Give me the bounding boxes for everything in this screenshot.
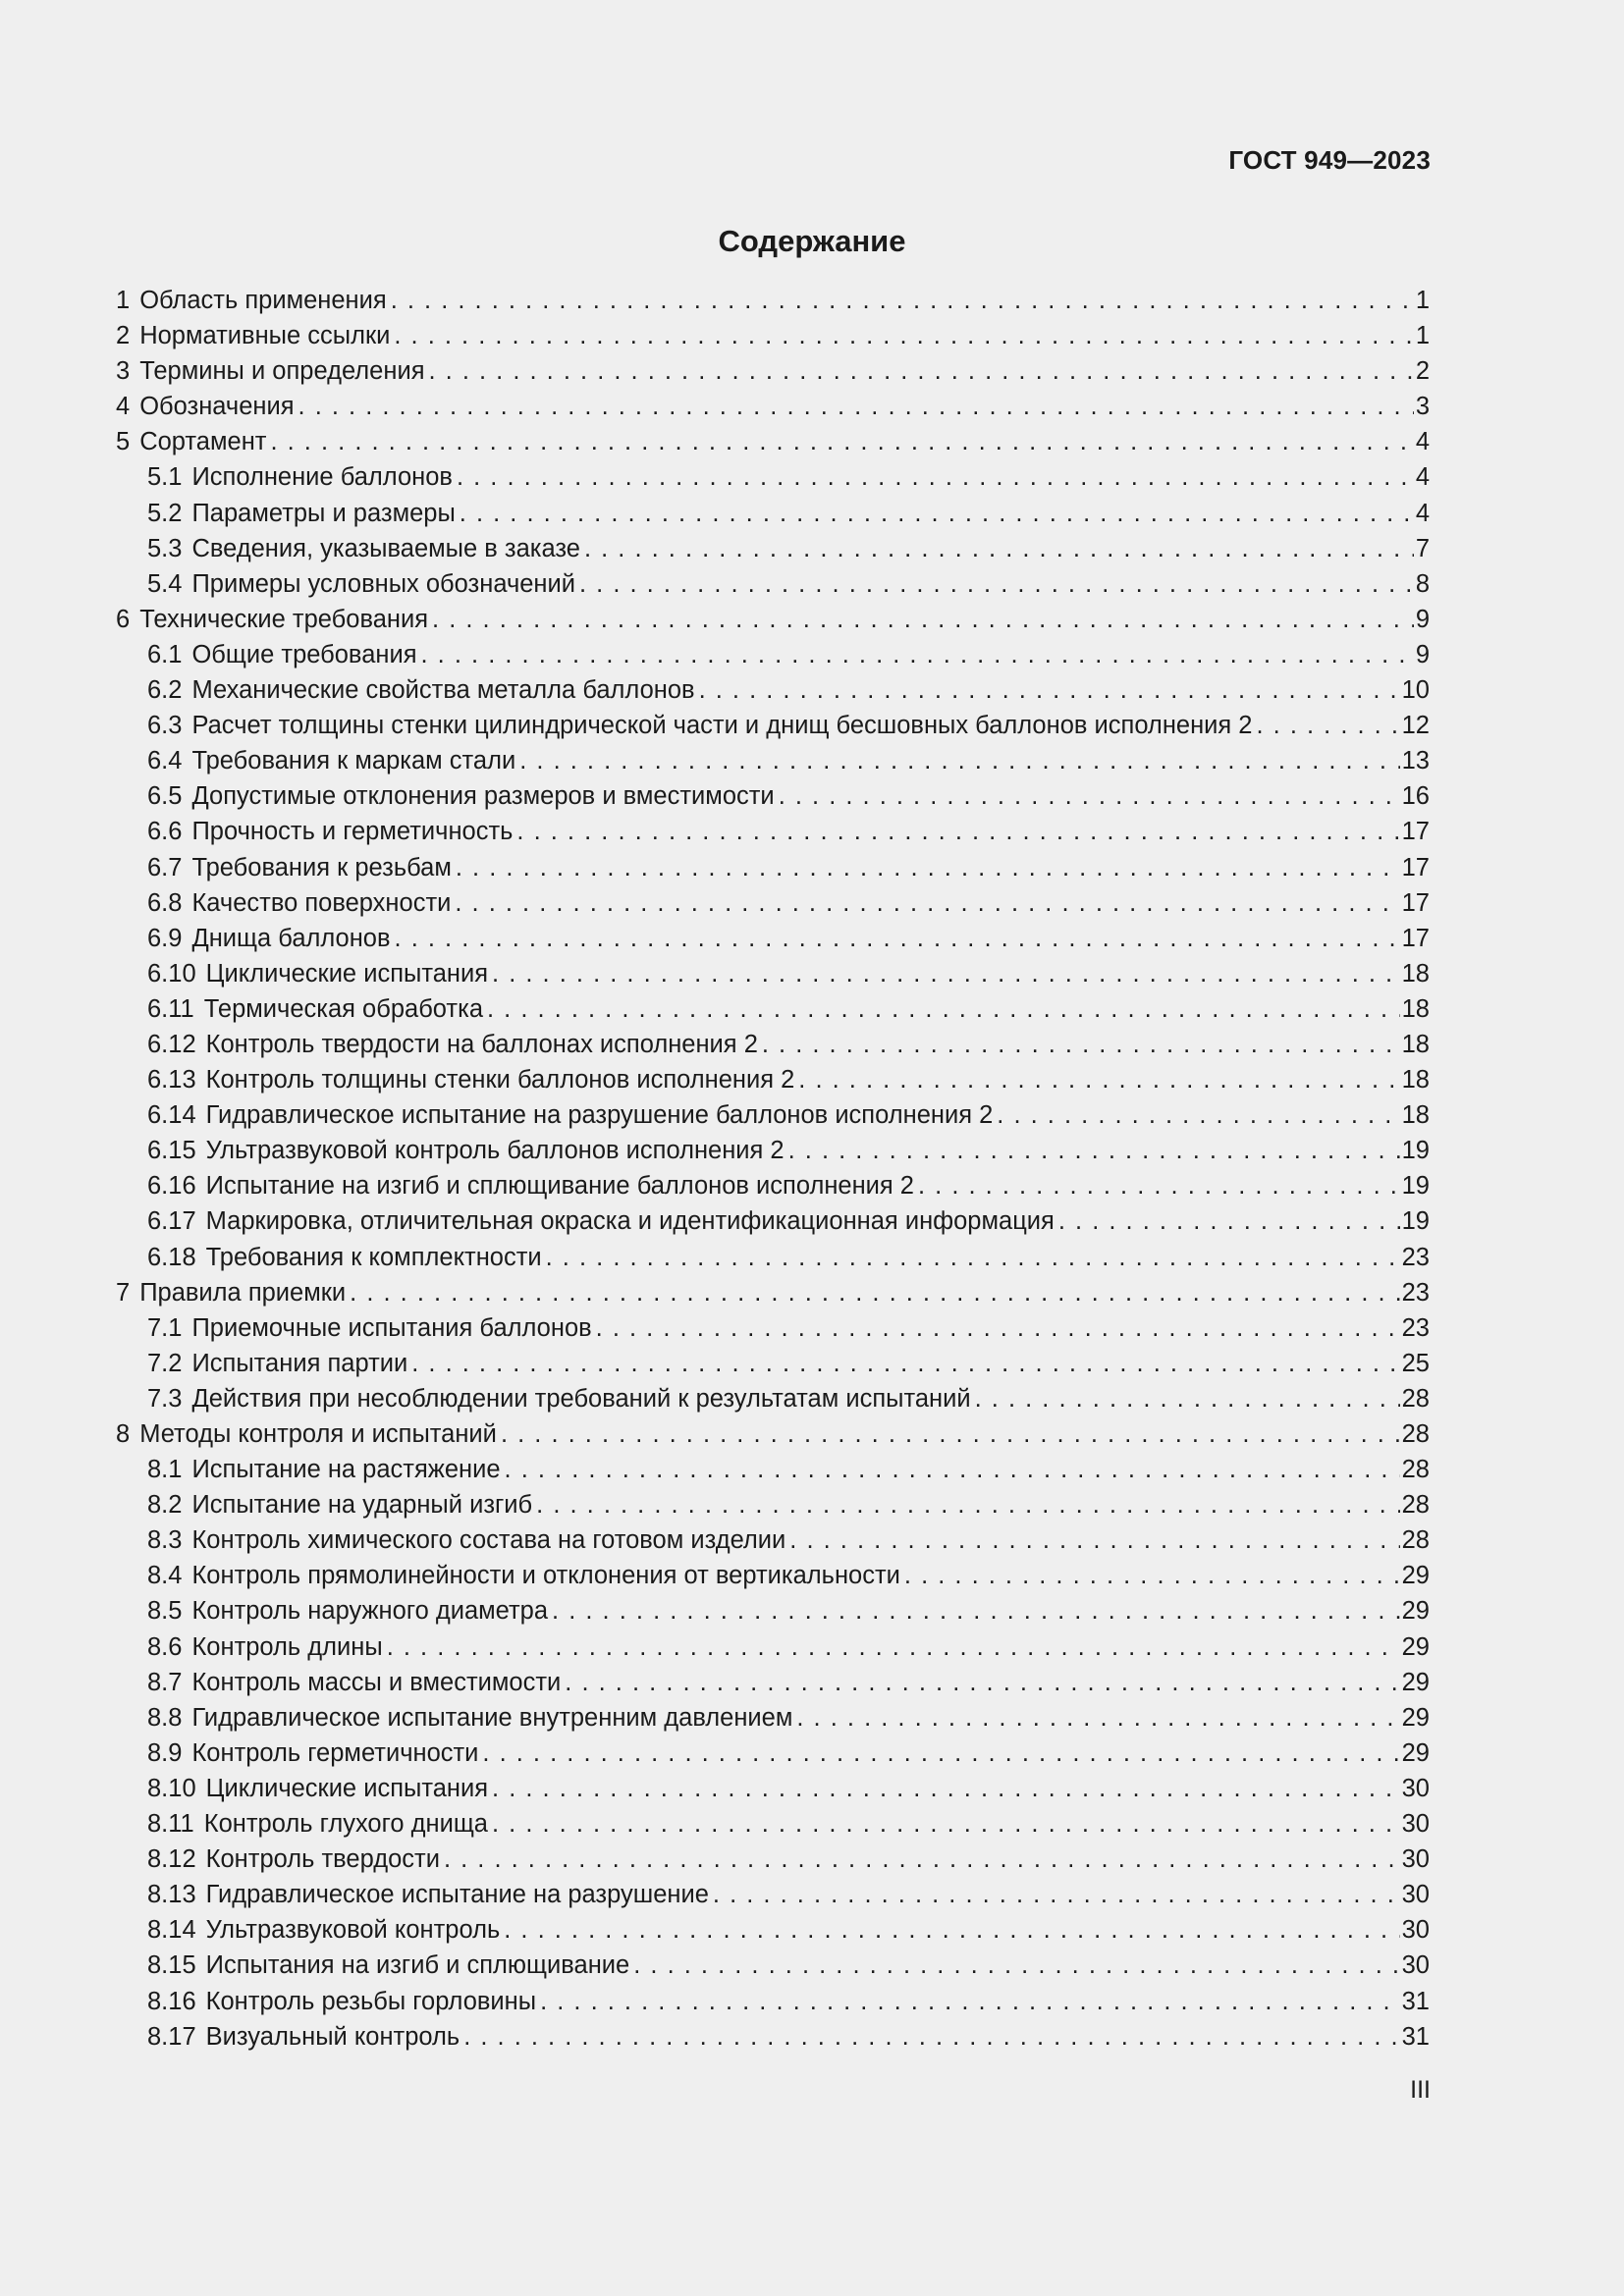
- toc-entry-page: 7: [1415, 534, 1430, 562]
- toc-dot-leader: [592, 1314, 1400, 1343]
- toc-entry-page: 19: [1401, 1137, 1430, 1165]
- toc-entry-title: Допустимые отклонения размеров и вместимости: [191, 782, 775, 811]
- toc-entry-number: 8.6: [147, 1632, 183, 1661]
- toc-entry-number: 8.8: [147, 1703, 183, 1732]
- toc-entry-page: 9: [1415, 605, 1430, 633]
- toc-entry[interactable]: [116, 1988, 1430, 2023]
- toc-dot-leader: [785, 1137, 1400, 1165]
- toc-entry-number: 6.9: [147, 924, 183, 952]
- toc-entry-page: 4: [1415, 463, 1430, 492]
- toc-entry-number: 6.15: [147, 1137, 196, 1165]
- toc-dot-leader: [440, 1845, 1400, 1874]
- toc-dot-leader: [460, 2023, 1399, 2052]
- toc-entry-page: 2: [1415, 357, 1430, 386]
- toc-entry-number: 8.10: [147, 1774, 196, 1802]
- toc-dot-leader: [417, 641, 1414, 669]
- toc-entry-title: Обозначения: [139, 393, 295, 421]
- toc-dot-leader: [383, 1633, 1400, 1662]
- toc-entry-page: 31: [1401, 2022, 1430, 2051]
- toc-entry[interactable]: [116, 322, 1430, 357]
- toc-entry-number: 6.10: [147, 959, 196, 988]
- toc-entry[interactable]: [116, 1951, 1430, 1987]
- toc-entry-title: Испытания партии: [191, 1349, 408, 1377]
- toc-entry[interactable]: [116, 1526, 1430, 1562]
- toc-entry-number: 6.14: [147, 1101, 196, 1130]
- toc-dot-leader: [346, 1279, 1399, 1308]
- toc-entry-number: 8.2: [147, 1491, 183, 1520]
- toc-entry-title: Качество поверхности: [191, 888, 452, 917]
- toc-entry-page: 28: [1401, 1526, 1430, 1555]
- toc-entry-title: Контроль резьбы горловины: [205, 1987, 537, 2015]
- toc-entry-number: 4: [116, 393, 131, 421]
- toc-entry-number: 6.6: [147, 818, 183, 846]
- toc-entry-page: 3: [1415, 393, 1430, 421]
- toc-dot-leader: [425, 357, 1414, 386]
- toc-dot-leader: [1252, 712, 1399, 740]
- toc-entry-page: 18: [1401, 994, 1430, 1023]
- toc-entry-page: 18: [1401, 1066, 1430, 1095]
- toc-entry-page: 28: [1401, 1420, 1430, 1448]
- toc-dot-leader: [536, 1988, 1400, 2016]
- toc-dot-leader: [497, 1420, 1400, 1449]
- toc-entry-title: Гидравлическое испытание на разрушение: [205, 1881, 709, 1909]
- toc-entry-title: Визуальный контроль: [205, 2022, 460, 2051]
- toc-entry-title: Механические свойства металла баллонов: [191, 676, 695, 705]
- toc-entry-page: 8: [1415, 569, 1430, 598]
- toc-entry-title: Сортамент: [139, 428, 267, 456]
- toc-entry[interactable]: [116, 747, 1430, 782]
- toc-entry-page: 28: [1401, 1384, 1430, 1413]
- toc-dot-leader: [478, 1739, 1399, 1768]
- toc-entry-page: 29: [1401, 1703, 1430, 1732]
- toc-entry-page: 29: [1401, 1562, 1430, 1590]
- toc-entry-page: 29: [1401, 1632, 1430, 1661]
- toc-entry[interactable]: [116, 463, 1430, 499]
- toc-dot-leader: [391, 925, 1400, 953]
- toc-entry-title: Циклические испытания: [205, 1774, 489, 1802]
- toc-entry-page: 28: [1401, 1456, 1430, 1484]
- toc-entry-number: 8.5: [147, 1597, 183, 1626]
- toc-dot-leader: [914, 1172, 1400, 1201]
- toc-entry-page: 30: [1401, 1845, 1430, 1874]
- toc-dot-leader: [561, 1669, 1399, 1697]
- toc-entry-title: Термическая обработка: [203, 994, 483, 1023]
- toc-dot-leader: [488, 960, 1400, 988]
- toc-dot-leader: [266, 428, 1413, 456]
- toc-entry-number: 8.14: [147, 1916, 196, 1945]
- toc-entry-title: Методы контроля и испытаний: [139, 1420, 497, 1448]
- toc-entry[interactable]: [116, 357, 1430, 393]
- toc-dot-leader: [483, 995, 1400, 1024]
- toc-entry[interactable]: [116, 1420, 1430, 1456]
- toc-entry[interactable]: [116, 1137, 1430, 1172]
- toc-dot-leader: [993, 1101, 1399, 1130]
- toc-entry[interactable]: [116, 1845, 1430, 1881]
- toc-entry-title: Сведения, указываемые в заказе: [191, 534, 580, 562]
- toc-entry-number: 6.5: [147, 782, 183, 811]
- toc-entry[interactable]: [116, 641, 1430, 676]
- toc-dot-leader: [709, 1881, 1400, 1909]
- toc-entry-title: Требования к резьбам: [191, 853, 452, 881]
- toc-entry-page: 30: [1401, 1774, 1430, 1802]
- toc-entry-page: 30: [1401, 1916, 1430, 1945]
- toc-entry-page: 30: [1401, 1951, 1430, 1980]
- toc-entry-page: 25: [1401, 1349, 1430, 1377]
- toc-entry-number: 8.9: [147, 1738, 183, 1767]
- toc-dot-leader: [500, 1916, 1399, 1945]
- toc-entry-page: 17: [1401, 888, 1430, 917]
- toc-entry[interactable]: [116, 1207, 1430, 1243]
- toc-entry-page: 17: [1401, 924, 1430, 952]
- toc-entry-page: 1: [1415, 322, 1430, 350]
- toc-entry-number: 6.1: [147, 640, 183, 668]
- toc-entry[interactable]: [116, 2023, 1430, 2058]
- toc-dot-leader: [295, 393, 1414, 421]
- toc-entry[interactable]: [116, 1810, 1430, 1845]
- toc-dot-leader: [775, 782, 1400, 811]
- toc-entry-title: Циклические испытания: [205, 959, 489, 988]
- toc-entry-page: 4: [1415, 499, 1430, 527]
- toc-dot-leader: [758, 1031, 1400, 1059]
- toc-dot-leader: [488, 1775, 1400, 1803]
- toc-entry-page: 19: [1401, 1172, 1430, 1201]
- toc-entry-page: 29: [1401, 1668, 1430, 1696]
- toc-entry[interactable]: [116, 1669, 1430, 1704]
- toc-entry-number: 5.2: [147, 499, 183, 527]
- toc-entry-number: 5: [116, 428, 131, 456]
- toc-entry-number: 6.8: [147, 888, 183, 917]
- toc-entry-number: 7.3: [147, 1384, 183, 1413]
- toc-entry-page: 10: [1401, 676, 1430, 705]
- toc-entry-number: 6.11: [147, 994, 194, 1023]
- toc-entry-number: 3: [116, 357, 131, 386]
- toc-entry-title: Прочность и герметичность: [191, 818, 514, 846]
- toc-entry[interactable]: [116, 1597, 1430, 1632]
- toc-dot-leader: [451, 889, 1399, 918]
- toc-entry-title: Термины и определения: [139, 357, 425, 386]
- toc-dot-leader: [452, 854, 1400, 882]
- toc-dot-leader: [453, 463, 1414, 492]
- toc-dot-leader: [513, 818, 1399, 846]
- toc-entry-title: Гидравлическое испытание на разрушение баллонов исполнения 2: [205, 1101, 994, 1130]
- toc-entry-page: 18: [1401, 959, 1430, 988]
- toc-dot-leader: [532, 1491, 1399, 1520]
- toc-dot-leader: [390, 322, 1413, 350]
- toc-entry-title: Контроль наружного диаметра: [191, 1597, 549, 1626]
- toc-entry[interactable]: [116, 1279, 1430, 1314]
- toc-entry-page: 4: [1415, 428, 1430, 456]
- toc-entry-number: 6.17: [147, 1207, 196, 1236]
- toc-dot-leader: [548, 1597, 1400, 1626]
- toc-entry-number: 8.3: [147, 1526, 183, 1555]
- toc-entry[interactable]: [116, 287, 1430, 322]
- toc-dot-leader: [794, 1066, 1399, 1095]
- toc-dot-leader: [515, 747, 1399, 775]
- toc-dot-leader: [629, 1951, 1399, 1980]
- toc-entry-page: 23: [1401, 1243, 1430, 1271]
- toc-entry-title: Испытание на ударный изгиб: [191, 1491, 533, 1520]
- toc-entry-title: Контроль длины: [191, 1632, 383, 1661]
- toc-entry[interactable]: [116, 1031, 1430, 1066]
- toc-entry[interactable]: [116, 1456, 1430, 1491]
- table-of-contents: [116, 287, 1430, 2058]
- toc-entry[interactable]: [116, 1739, 1430, 1775]
- toc-entry-title: Параметры и размеры: [191, 499, 456, 527]
- toc-dot-leader: [900, 1562, 1400, 1590]
- toc-entry-page: 13: [1401, 747, 1430, 775]
- toc-entry-page: 29: [1401, 1738, 1430, 1767]
- toc-entry[interactable]: [116, 1775, 1430, 1810]
- toc-dot-leader: [501, 1456, 1400, 1484]
- toc-entry-title: Контроль массы и вместимости: [191, 1668, 562, 1696]
- toc-entry[interactable]: [116, 960, 1430, 995]
- toc-entry-title: Ультразвуковой контроль: [205, 1916, 501, 1945]
- toc-entry-title: Расчет толщины стенки цилиндрической части и днищ бесшовных баллонов исполнения 2: [191, 712, 1253, 740]
- toc-entry-number: 6.18: [147, 1243, 196, 1271]
- toc-entry[interactable]: [116, 1881, 1430, 1916]
- toc-dot-leader: [580, 535, 1414, 563]
- toc-entry-number: 6: [116, 605, 131, 633]
- toc-entry[interactable]: [116, 1633, 1430, 1669]
- toc-entry[interactable]: [116, 889, 1430, 925]
- toc-entry-number: 8.16: [147, 1987, 196, 2015]
- toc-entry-title: Испытание на растяжение: [191, 1456, 501, 1484]
- toc-entry-number: 8.11: [147, 1810, 194, 1839]
- toc-entry-title: Испытания на изгиб и сплющивание: [205, 1951, 630, 1980]
- toc-entry-page: 12: [1401, 712, 1430, 740]
- toc-entry-number: 8.15: [147, 1951, 196, 1980]
- toc-entry-title: Контроль глухого днища: [203, 1810, 488, 1839]
- toc-entry-title: Контроль твердости на баллонах исполнения 2: [205, 1030, 758, 1058]
- toc-entry-title: Правила приемки: [139, 1278, 347, 1307]
- toc-entry-page: 18: [1401, 1030, 1430, 1058]
- toc-entry-number: 1: [116, 287, 131, 314]
- toc-entry[interactable]: [116, 535, 1430, 570]
- toc-entry-page: 29: [1401, 1597, 1430, 1626]
- toc-entry-title: Технические требования: [139, 605, 429, 633]
- toc-dot-leader: [575, 570, 1414, 599]
- toc-entry-page: 1: [1415, 287, 1430, 314]
- toc-dot-leader: [785, 1526, 1399, 1555]
- toc-dot-leader: [971, 1385, 1400, 1414]
- toc-entry-number: 8.13: [147, 1881, 196, 1909]
- document-code: ГОСТ 949—2023: [1228, 145, 1431, 175]
- toc-entry-number: 8.4: [147, 1562, 183, 1590]
- toc-entry-title: Контроль твердости: [205, 1845, 440, 1874]
- toc-entry-page: 9: [1415, 640, 1430, 668]
- toc-title: Содержание: [718, 224, 906, 258]
- toc-dot-leader: [456, 500, 1414, 528]
- toc-entry-title: Ультразвуковой контроль баллонов исполнения 2: [205, 1137, 785, 1165]
- toc-entry[interactable]: [116, 393, 1430, 428]
- toc-entry-number: 5.1: [147, 463, 183, 492]
- toc-entry-page: 16: [1401, 782, 1430, 811]
- toc-entry-number: 6.7: [147, 853, 183, 881]
- toc-entry-title: Испытание на изгиб и сплющивание баллонов исполнения 2: [205, 1172, 914, 1201]
- toc-entry-title: Контроль толщины стенки баллонов исполнения 2: [205, 1066, 795, 1095]
- toc-entry-page: 30: [1401, 1810, 1430, 1839]
- toc-dot-leader: [387, 287, 1414, 315]
- toc-entry-page: 30: [1401, 1881, 1430, 1909]
- toc-entry-page: 28: [1401, 1491, 1430, 1520]
- toc-entry-number: 6.12: [147, 1030, 196, 1058]
- toc-entry-title: Действия при несоблюдении требований к результатам испытаний: [191, 1384, 971, 1413]
- toc-entry-number: 6.13: [147, 1066, 196, 1095]
- toc-entry-number: 6.16: [147, 1172, 196, 1201]
- toc-entry-title: Контроль химического состава на готовом изделии: [191, 1526, 786, 1555]
- toc-entry-number: 7.1: [147, 1313, 183, 1342]
- toc-entry-number: 7: [116, 1278, 131, 1307]
- toc-entry-title: Днища баллонов: [191, 924, 391, 952]
- toc-entry-title: Примеры условных обозначений: [191, 569, 575, 598]
- toc-entry[interactable]: [116, 500, 1430, 535]
- toc-entry[interactable]: [116, 1314, 1430, 1350]
- toc-entry[interactable]: [116, 1562, 1430, 1597]
- toc-entry-number: 6.4: [147, 747, 183, 775]
- toc-entry[interactable]: [116, 428, 1430, 463]
- toc-entry-page: 19: [1401, 1207, 1430, 1236]
- toc-dot-leader: [428, 606, 1414, 634]
- toc-entry[interactable]: [116, 1916, 1430, 1951]
- toc-entry[interactable]: [116, 1066, 1430, 1101]
- page-number: III: [1410, 2076, 1431, 2104]
- toc-dot-leader: [792, 1704, 1399, 1733]
- toc-dot-leader: [695, 676, 1400, 705]
- toc-entry-number: 8.1: [147, 1456, 183, 1484]
- toc-entry-page: 23: [1401, 1313, 1430, 1342]
- toc-entry-number: 8.12: [147, 1845, 196, 1874]
- toc-entry[interactable]: [116, 782, 1430, 818]
- toc-entry-title: Приемочные испытания баллонов: [191, 1313, 592, 1342]
- toc-entry-page: 31: [1401, 1987, 1430, 2015]
- toc-entry[interactable]: [116, 1350, 1430, 1385]
- toc-entry[interactable]: [116, 1172, 1430, 1207]
- toc-entry-number: 5.3: [147, 534, 183, 562]
- toc-entry-number: 6.2: [147, 676, 183, 705]
- toc-entry-number: 8.7: [147, 1668, 183, 1696]
- toc-entry[interactable]: [116, 606, 1430, 641]
- toc-entry-number: 5.4: [147, 569, 183, 598]
- toc-dot-leader: [1055, 1207, 1400, 1236]
- toc-entry-page: 18: [1401, 1101, 1430, 1130]
- toc-entry-number: 8.17: [147, 2022, 196, 2051]
- toc-entry-number: 6.3: [147, 712, 183, 740]
- toc-entry[interactable]: [116, 712, 1430, 747]
- toc-dot-leader: [407, 1350, 1399, 1378]
- toc-entry-page: 17: [1401, 818, 1430, 846]
- toc-entry-title: Нормативные ссылки: [139, 322, 391, 350]
- toc-entry-title: Требования к маркам стали: [191, 747, 516, 775]
- toc-dot-leader: [488, 1810, 1400, 1839]
- toc-dot-leader: [542, 1244, 1400, 1272]
- toc-entry-page: 17: [1401, 853, 1430, 881]
- toc-entry-page: 23: [1401, 1278, 1430, 1307]
- toc-entry[interactable]: [116, 1491, 1430, 1526]
- toc-entry-number: 2: [116, 322, 131, 350]
- toc-entry-number: 7.2: [147, 1349, 183, 1377]
- toc-entry[interactable]: [116, 854, 1430, 889]
- toc-entry-title: Гидравлическое испытание внутренним давлением: [191, 1703, 793, 1732]
- toc-entry-title: Область применения: [139, 287, 387, 314]
- toc-entry[interactable]: [116, 1385, 1430, 1420]
- toc-entry-title: Маркировка, отличительная окраска и идентификационная информация: [205, 1207, 1055, 1236]
- toc-entry[interactable]: [116, 570, 1430, 606]
- toc-entry[interactable]: [116, 1704, 1430, 1739]
- toc-entry[interactable]: [116, 925, 1430, 960]
- toc-entry[interactable]: [116, 676, 1430, 712]
- toc-entry-title: Исполнение баллонов: [191, 463, 453, 492]
- toc-entry-title: Контроль герметичности: [191, 1738, 479, 1767]
- toc-entry-title: Контроль прямолинейности и отклонения от вертикальности: [191, 1562, 900, 1590]
- toc-entry-title: Общие требования: [191, 640, 417, 668]
- toc-entry-number: 8: [116, 1420, 131, 1448]
- toc-entry[interactable]: [116, 1244, 1430, 1279]
- toc-entry[interactable]: [116, 1101, 1430, 1137]
- toc-entry-title: Требования к комплектности: [205, 1243, 542, 1271]
- toc-entry[interactable]: [116, 995, 1430, 1031]
- toc-entry[interactable]: [116, 818, 1430, 853]
